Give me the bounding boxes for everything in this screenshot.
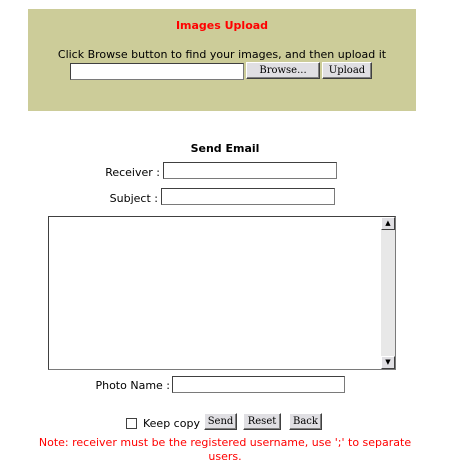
- keep-copy-label: Keep copy: [143, 417, 200, 430]
- send-button[interactable]: Send: [204, 413, 237, 430]
- send-email-title: Send Email: [190, 142, 260, 155]
- back-button[interactable]: Back: [289, 413, 322, 430]
- reset-button[interactable]: Reset: [243, 413, 281, 430]
- email-body-textarea[interactable]: [48, 216, 396, 370]
- subject-label: Subject :: [109, 192, 158, 205]
- photo-name-label: Photo Name :: [95, 379, 170, 392]
- upload-instructions: Click Browse button to find your images, and then upload it: [57, 48, 387, 61]
- subject-input[interactable]: [161, 188, 335, 205]
- keep-copy-checkbox[interactable]: [126, 418, 137, 429]
- scroll-up-arrow-icon[interactable]: ▲: [381, 217, 395, 230]
- browse-button[interactable]: Browse...: [246, 62, 320, 79]
- receiver-note: Note: receiver must be the registered username, use ';' to separate users.: [38, 436, 412, 463]
- file-path-field[interactable]: [70, 63, 244, 80]
- receiver-input[interactable]: [163, 162, 337, 179]
- upload-title: Images Upload: [175, 19, 269, 32]
- receiver-label: Receiver :: [105, 166, 160, 179]
- scroll-down-arrow-icon[interactable]: ▼: [381, 356, 395, 369]
- upload-button[interactable]: Upload: [322, 62, 372, 79]
- images-upload-panel: [28, 9, 416, 111]
- body-scrollbar[interactable]: [381, 217, 395, 369]
- photo-name-input[interactable]: [172, 376, 345, 393]
